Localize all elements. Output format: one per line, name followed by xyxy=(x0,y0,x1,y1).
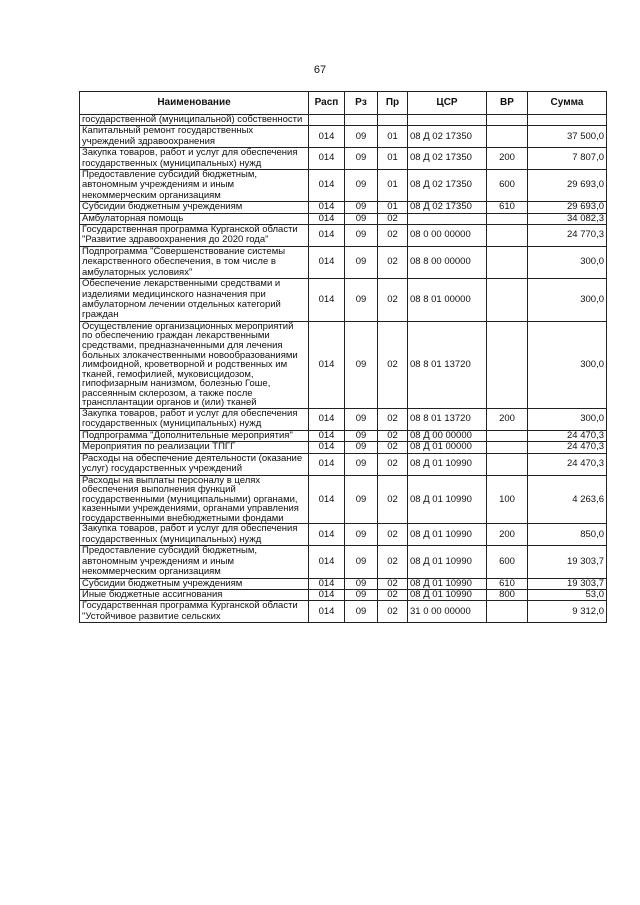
cell-vr: 200 xyxy=(487,409,528,431)
cell-name: Амбулаторная помощь xyxy=(80,213,309,224)
cell-sum: 19 303,7 xyxy=(528,546,607,578)
cell-rz: 09 xyxy=(345,213,378,224)
cell-name: Субсидии бюджетным учреждениям xyxy=(80,578,309,589)
cell-name: Подпрограмма "Совершенствование системы лекарственного обеспечения, в том числе в амбулаторных условиях" xyxy=(80,246,309,278)
cell-sum xyxy=(528,115,607,126)
cell-name: Расходы на обеспечение деятельности (оказание услуг) государственных учреждений xyxy=(80,453,309,475)
cell-rasp: 014 xyxy=(309,148,345,170)
cell-rasp: 014 xyxy=(309,601,345,623)
cell-name: Мероприятия по реализации ТПГГ xyxy=(80,442,309,453)
cell-rasp: 014 xyxy=(309,246,345,278)
cell-pr: 02 xyxy=(378,442,408,453)
cell-rasp: 014 xyxy=(309,453,345,475)
cell-pr xyxy=(378,115,408,126)
cell-rasp: 014 xyxy=(309,409,345,431)
cell-vr xyxy=(487,246,528,278)
header-sum: Сумма xyxy=(528,92,607,115)
cell-rasp xyxy=(309,115,345,126)
cell-rasp: 014 xyxy=(309,578,345,589)
cell-rz: 09 xyxy=(345,321,378,408)
cell-vr: 200 xyxy=(487,524,528,546)
cell-vr: 200 xyxy=(487,148,528,170)
page-number: 67 xyxy=(313,64,327,76)
cell-csr: 08 Д 01 10990 xyxy=(408,546,487,578)
cell-rasp: 014 xyxy=(309,202,345,213)
cell-vr: 610 xyxy=(487,202,528,213)
cell-rz: 09 xyxy=(345,148,378,170)
cell-pr: 01 xyxy=(378,126,408,148)
cell-pr: 02 xyxy=(378,279,408,322)
table-row xyxy=(80,430,607,441)
cell-name: Закупка товаров, работ и услуг для обеспечения государственных (муниципальных) нужд xyxy=(80,524,309,546)
cell-rasp: 014 xyxy=(309,213,345,224)
cell-name: Государственная программа Курганской области "Устойчивое развитие сельских xyxy=(80,601,309,623)
cell-csr: 08 Д 02 17350 xyxy=(408,170,487,202)
cell-sum: 24 770,3 xyxy=(528,225,607,247)
cell-vr: 600 xyxy=(487,170,528,202)
cell-name: Субсидии бюджетным учреждениям xyxy=(80,202,309,213)
cell-rz: 09 xyxy=(345,202,378,213)
cell-pr: 02 xyxy=(378,321,408,408)
cell-csr: 08 Д 00 00000 xyxy=(408,430,487,441)
cell-pr: 02 xyxy=(378,601,408,623)
table-row xyxy=(80,202,607,213)
cell-rz: 09 xyxy=(345,578,378,589)
table-row xyxy=(80,578,607,589)
cell-vr xyxy=(487,213,528,224)
cell-csr: 08 Д 02 17350 xyxy=(408,202,487,213)
table-row xyxy=(80,225,607,247)
table-row xyxy=(80,170,607,202)
cell-csr: 08 Д 02 17350 xyxy=(408,148,487,170)
header-csr: ЦСР xyxy=(408,92,487,115)
cell-pr: 02 xyxy=(378,589,408,600)
budget-table xyxy=(79,91,607,623)
cell-pr: 02 xyxy=(378,213,408,224)
table-row xyxy=(80,453,607,475)
cell-csr: 08 Д 01 00000 xyxy=(408,442,487,453)
cell-sum: 29 693,0 xyxy=(528,170,607,202)
header-rz: Рз xyxy=(345,92,378,115)
table-row xyxy=(80,213,607,224)
cell-sum: 300,0 xyxy=(528,321,607,408)
cell-pr: 01 xyxy=(378,170,408,202)
cell-pr: 02 xyxy=(378,246,408,278)
cell-csr: 31 0 00 00000 xyxy=(408,601,487,623)
cell-sum: 300,0 xyxy=(528,279,607,322)
table-row xyxy=(80,126,607,148)
cell-pr: 02 xyxy=(378,546,408,578)
cell-vr: 610 xyxy=(487,578,528,589)
cell-vr xyxy=(487,442,528,453)
cell-rasp: 014 xyxy=(309,126,345,148)
cell-rz: 09 xyxy=(345,225,378,247)
cell-name: государственной (муниципальной) собственности xyxy=(80,115,309,126)
cell-name: Закупка товаров, работ и услуг для обеспечения государственных (муниципальных) нужд xyxy=(80,409,309,431)
header-name: Наименование xyxy=(80,92,309,115)
cell-rz xyxy=(345,115,378,126)
cell-vr xyxy=(487,453,528,475)
header-pr: Пр xyxy=(378,92,408,115)
cell-rasp: 014 xyxy=(309,475,345,524)
cell-csr: 08 0 00 00000 xyxy=(408,225,487,247)
cell-csr: 08 Д 01 10990 xyxy=(408,578,487,589)
cell-name: Закупка товаров, работ и услуг для обеспечения государственных (муниципальных) нужд xyxy=(80,148,309,170)
cell-pr: 02 xyxy=(378,578,408,589)
cell-rz: 09 xyxy=(345,126,378,148)
cell-pr: 02 xyxy=(378,430,408,441)
table-row xyxy=(80,115,607,126)
cell-vr xyxy=(487,115,528,126)
cell-sum: 850,0 xyxy=(528,524,607,546)
table-row xyxy=(80,148,607,170)
cell-name: Капитальный ремонт государственных учреждений здравоохранения xyxy=(80,126,309,148)
cell-vr: 100 xyxy=(487,475,528,524)
table-row xyxy=(80,279,607,322)
cell-rz: 09 xyxy=(345,546,378,578)
cell-sum: 7 807,0 xyxy=(528,148,607,170)
cell-vr: 800 xyxy=(487,589,528,600)
table-row xyxy=(80,246,607,278)
cell-rz: 09 xyxy=(345,442,378,453)
cell-rasp: 014 xyxy=(309,225,345,247)
cell-rasp: 014 xyxy=(309,546,345,578)
header-rasp: Расп xyxy=(309,92,345,115)
cell-sum: 24 470,3 xyxy=(528,430,607,441)
cell-csr: 08 Д 02 17350 xyxy=(408,126,487,148)
cell-rz: 09 xyxy=(345,589,378,600)
table-row xyxy=(80,601,607,623)
cell-rasp: 014 xyxy=(309,279,345,322)
table-row xyxy=(80,589,607,600)
cell-name: Обеспечение лекарственными средствами и изделиями медицинского назначения при амбулаторном лечении отдельных категорий граждан xyxy=(80,279,309,322)
cell-rz: 09 xyxy=(345,430,378,441)
cell-name: Государственная программа Курганской области "Развитие здравоохранения до 2020 года" xyxy=(80,225,309,247)
cell-vr xyxy=(487,126,528,148)
cell-pr: 02 xyxy=(378,225,408,247)
cell-sum: 4 263,6 xyxy=(528,475,607,524)
cell-name: Иные бюджетные ассигнования xyxy=(80,589,309,600)
cell-pr: 02 xyxy=(378,453,408,475)
cell-vr xyxy=(487,279,528,322)
cell-sum: 300,0 xyxy=(528,409,607,431)
cell-sum: 9 312,0 xyxy=(528,601,607,623)
cell-rz: 09 xyxy=(345,475,378,524)
cell-rasp: 014 xyxy=(309,442,345,453)
cell-name: Предоставление субсидий бюджетным, автономным учреждениям и иным некоммерческим организациям xyxy=(80,546,309,578)
table-row xyxy=(80,546,607,578)
cell-pr: 02 xyxy=(378,409,408,431)
cell-sum: 19 303,7 xyxy=(528,578,607,589)
table-row xyxy=(80,475,607,524)
cell-sum: 24 470,3 xyxy=(528,453,607,475)
cell-csr xyxy=(408,213,487,224)
cell-sum: 53,0 xyxy=(528,589,607,600)
cell-vr xyxy=(487,225,528,247)
cell-name: Осуществление организационных мероприятий по обеспечению граждан лекарственными средствами, предназначенными для лечения больных злокачественными новообразованиями лимфоидной, кроветворной и родственных им тканей, гемофилией, муковисцидозом, гипофизарным нанизмом, болезнью Гоше, рассеянным склерозом, а также после трансплантации органов и (или) тканей xyxy=(80,321,309,408)
cell-sum: 300,0 xyxy=(528,246,607,278)
cell-csr: 08 Д 01 10990 xyxy=(408,524,487,546)
cell-name: Расходы на выплаты персоналу в целях обеспечения выполнения функций государственными (муниципальными) органами, казенными учреждениями, органами управления государственными внебюджетными фондами xyxy=(80,475,309,524)
cell-vr xyxy=(487,430,528,441)
cell-pr: 01 xyxy=(378,148,408,170)
cell-rz: 09 xyxy=(345,453,378,475)
cell-sum: 29 693,0 xyxy=(528,202,607,213)
cell-rasp: 014 xyxy=(309,430,345,441)
cell-rasp: 014 xyxy=(309,170,345,202)
cell-csr: 08 8 01 13720 xyxy=(408,321,487,408)
cell-vr xyxy=(487,321,528,408)
cell-pr: 02 xyxy=(378,524,408,546)
cell-pr: 02 xyxy=(378,475,408,524)
table-row xyxy=(80,524,607,546)
cell-rz: 09 xyxy=(345,279,378,322)
cell-csr: 08 8 00 00000 xyxy=(408,246,487,278)
cell-csr: 08 8 01 13720 xyxy=(408,409,487,431)
cell-name: Подпрограмма "Дополнительные мероприятия" xyxy=(80,430,309,441)
cell-csr: 08 Д 01 10990 xyxy=(408,475,487,524)
cell-rz: 09 xyxy=(345,246,378,278)
table-header-row xyxy=(80,92,607,115)
cell-rasp: 014 xyxy=(309,321,345,408)
table-row xyxy=(80,442,607,453)
cell-csr: 08 Д 01 10990 xyxy=(408,589,487,600)
table-row xyxy=(80,321,607,408)
cell-rz: 09 xyxy=(345,601,378,623)
cell-csr: 08 Д 01 10990 xyxy=(408,453,487,475)
cell-csr: 08 8 01 00000 xyxy=(408,279,487,322)
cell-rz: 09 xyxy=(345,170,378,202)
header-vr: ВР xyxy=(487,92,528,115)
cell-vr: 600 xyxy=(487,546,528,578)
cell-rasp: 014 xyxy=(309,524,345,546)
cell-sum: 24 470,3 xyxy=(528,442,607,453)
cell-sum: 37 500,0 xyxy=(528,126,607,148)
cell-rz: 09 xyxy=(345,524,378,546)
cell-pr: 01 xyxy=(378,202,408,213)
table-row xyxy=(80,409,607,431)
cell-sum: 34 082,3 xyxy=(528,213,607,224)
cell-csr xyxy=(408,115,487,126)
cell-rasp: 014 xyxy=(309,589,345,600)
cell-rz: 09 xyxy=(345,409,378,431)
cell-name: Предоставление субсидий бюджетным, автономным учреждениям и иным некоммерческим организациям xyxy=(80,170,309,202)
cell-vr xyxy=(487,601,528,623)
